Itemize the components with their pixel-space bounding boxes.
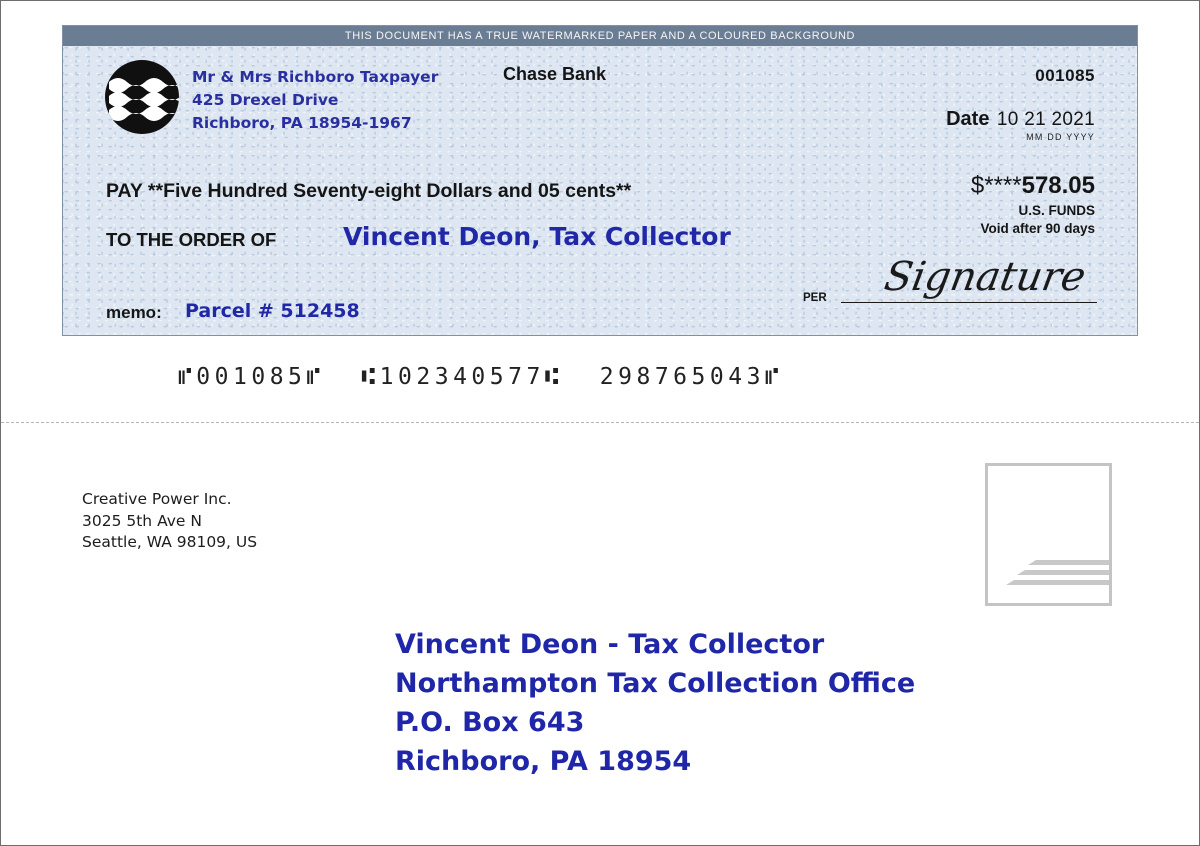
date-format: MM DD YYYY bbox=[1026, 132, 1095, 142]
per-label: PER bbox=[803, 292, 827, 304]
check-date bbox=[946, 108, 1095, 142]
bank-name: Chase Bank bbox=[503, 64, 607, 84]
recipient-line-1: Vincent Deon - Tax Collector bbox=[395, 629, 825, 660]
memo-label: memo: bbox=[106, 303, 162, 322]
date-value: 10 21 2021 bbox=[996, 109, 1095, 130]
date-label: Date bbox=[946, 108, 990, 130]
watermark-banner: THIS DOCUMENT HAS A TRUE WATERMARKED PAPER AND A COLOURED BACKGROUND bbox=[63, 26, 1137, 46]
recipient-line-2: Northampton Tax Collection Office bbox=[395, 668, 916, 699]
void-notice: Void after 90 days bbox=[980, 221, 1095, 236]
sender-street: 3025 5th Ave N bbox=[82, 511, 202, 530]
recipient-address bbox=[395, 625, 915, 781]
sender-address bbox=[82, 489, 257, 554]
micr-line: ⑈001085⑈ ⑆102340577⑆ 298765043⑈ bbox=[178, 364, 784, 390]
signature-line bbox=[841, 302, 1097, 303]
sender-city: Seattle, WA 98109, US bbox=[82, 533, 258, 551]
pay-line: PAY **Five Hundred Seventy-eight Dollars and 05 cents** bbox=[106, 180, 632, 202]
check-number: 001085 bbox=[1035, 66, 1095, 85]
stamp-placeholder-icon bbox=[985, 463, 1112, 606]
memo-value: Parcel # 512458 bbox=[185, 300, 360, 322]
signature: Signature bbox=[880, 254, 1090, 300]
amount-prefix: $**** bbox=[970, 172, 1022, 199]
payee-name: Vincent Deon, Tax Collector bbox=[343, 222, 731, 251]
drawer-name: Mr & Mrs Richboro Taxpayer bbox=[192, 68, 439, 86]
drawer-street: 425 Drexel Drive bbox=[192, 91, 339, 109]
amount-box bbox=[971, 172, 1095, 236]
drawer-address bbox=[192, 66, 438, 135]
check bbox=[62, 25, 1138, 336]
amount-value: 578.05 bbox=[1021, 172, 1095, 199]
recipient-line-4: Richboro, PA 18954 bbox=[395, 746, 692, 777]
drawer-city: Richboro, PA 18954-1967 bbox=[192, 114, 412, 132]
recipient-line-3: P.O. Box 643 bbox=[395, 707, 585, 738]
order-label: TO THE ORDER OF bbox=[106, 229, 277, 250]
waves-logo-icon bbox=[105, 60, 179, 134]
sender-name: Creative Power Inc. bbox=[82, 490, 232, 508]
perforation-line bbox=[1, 422, 1199, 423]
currency-label: U.S. FUNDS bbox=[1018, 203, 1095, 218]
